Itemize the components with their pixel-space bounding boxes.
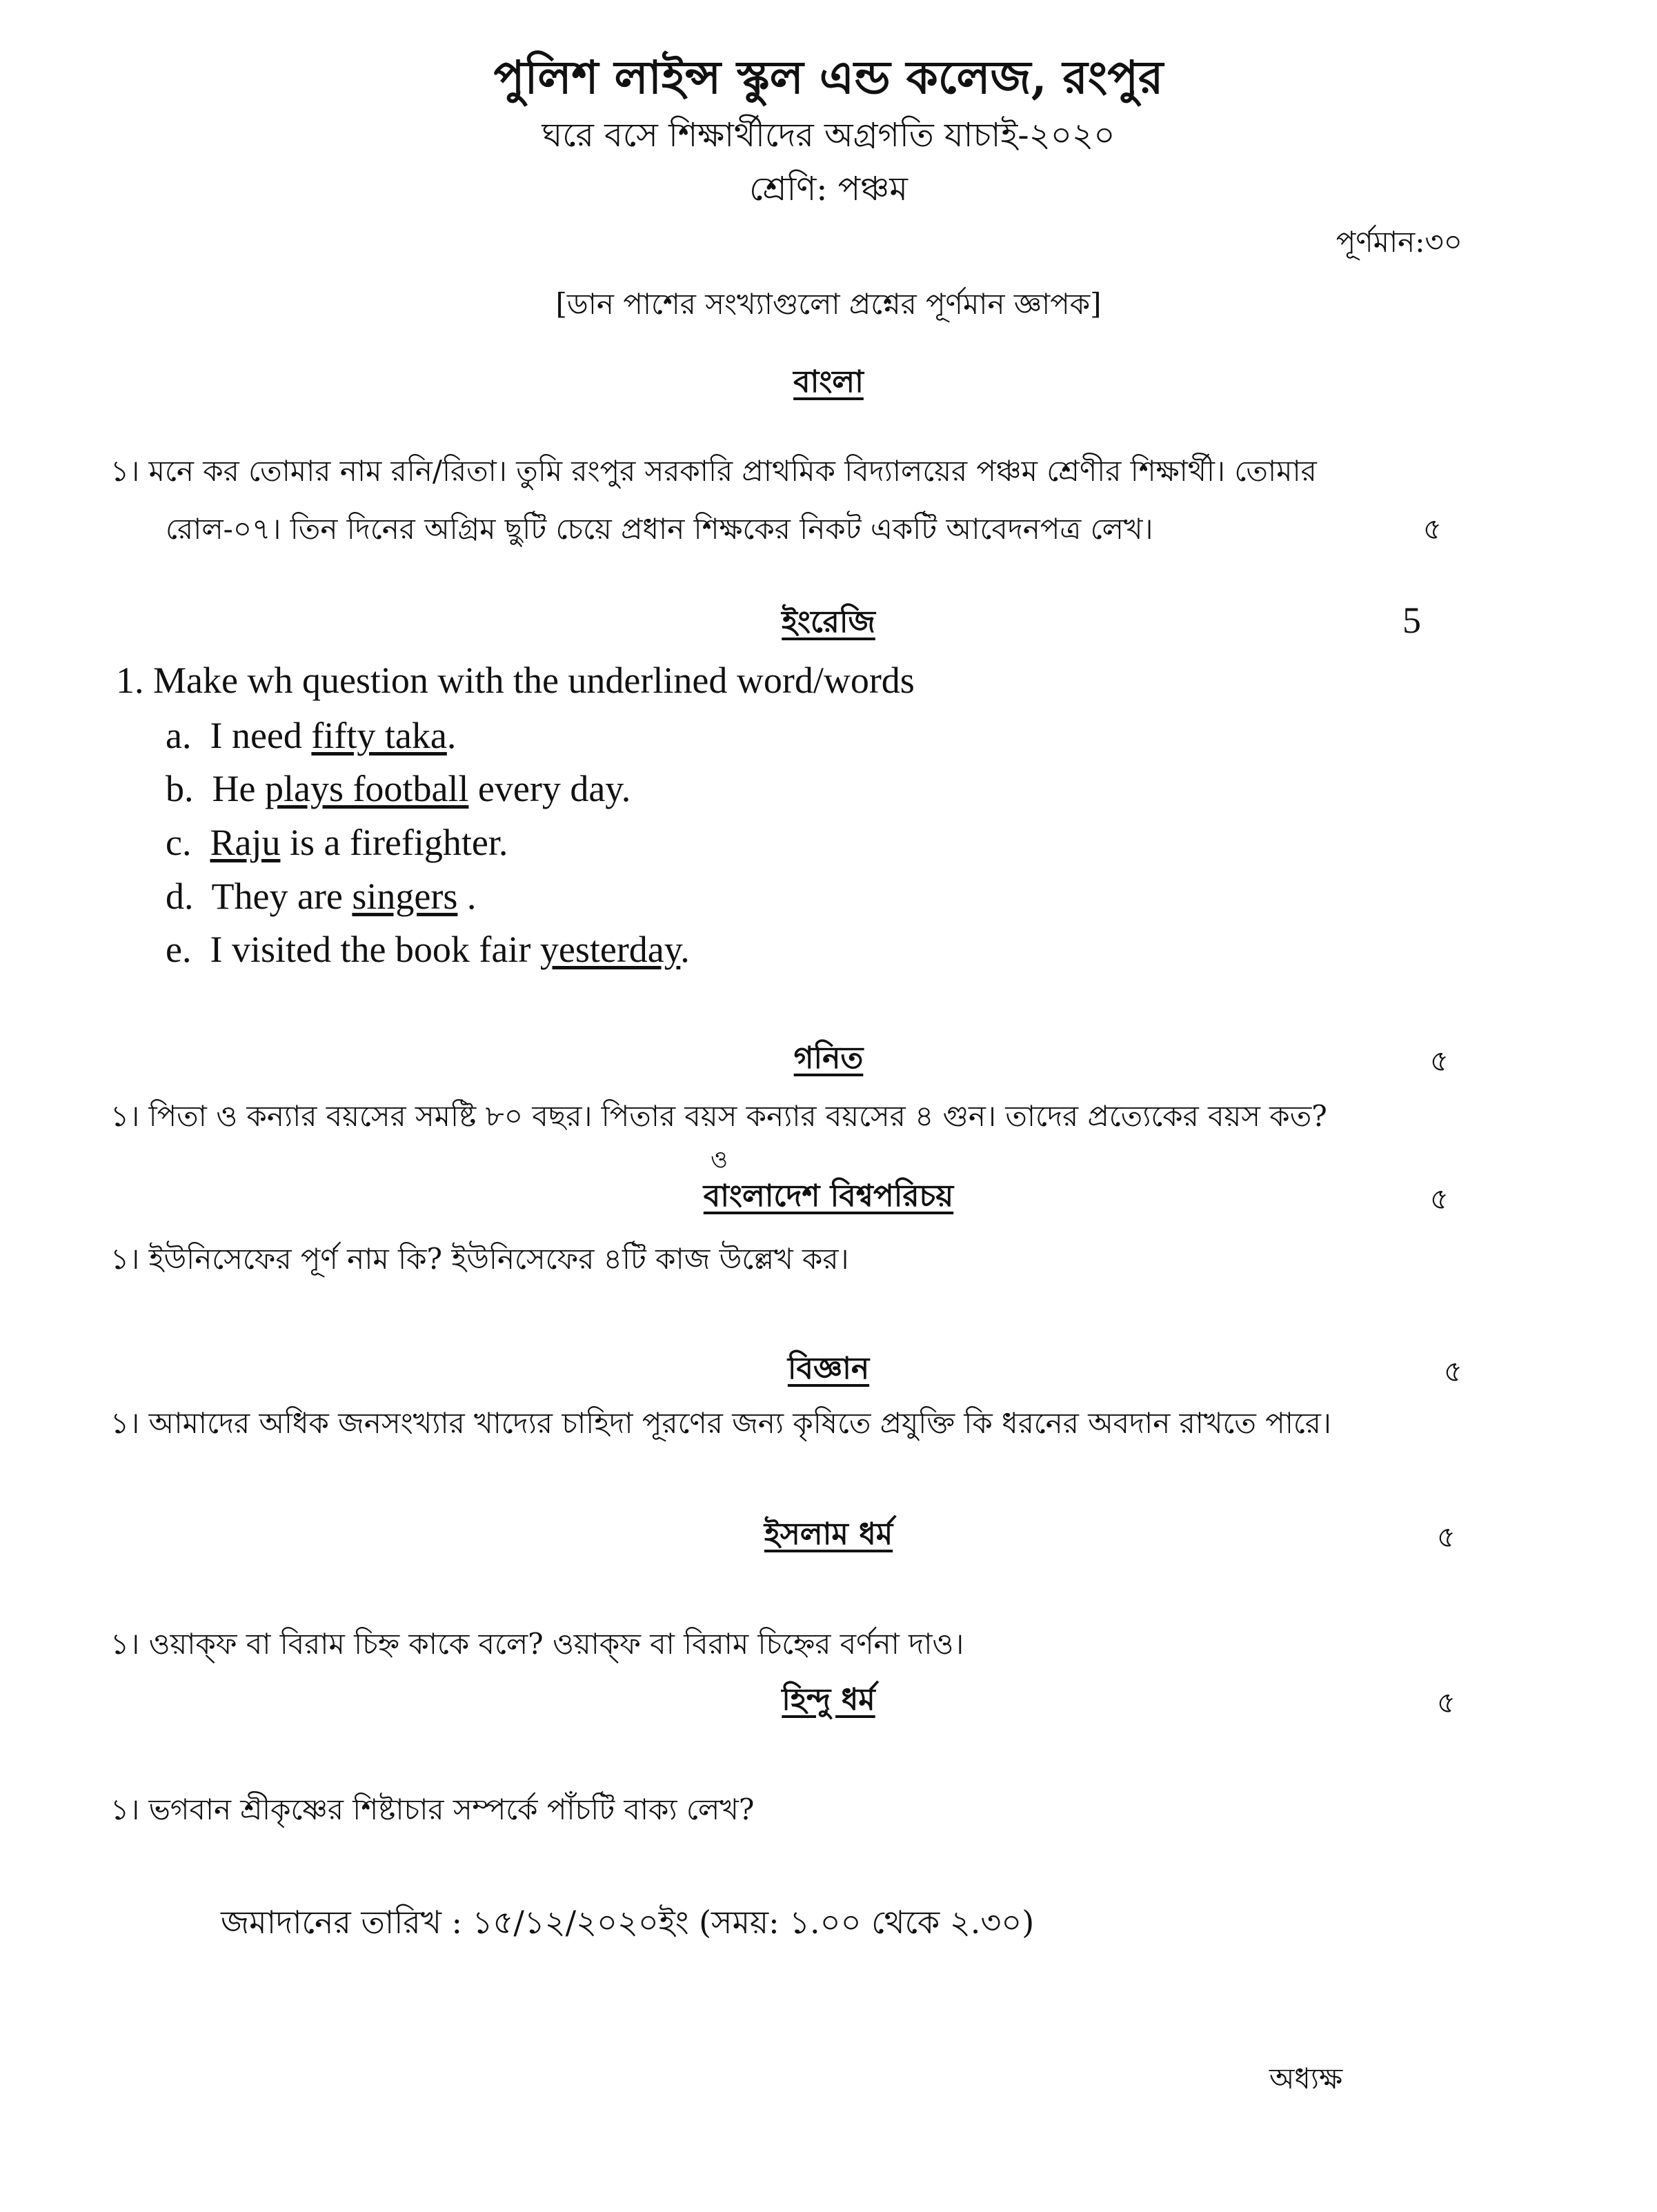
item-label: c. [166, 822, 192, 863]
marks-note: [ডান পাশের সংখ্যাগুলো প্রশ্নের পূর্ণমান জ্ঞাপক] [555, 287, 1102, 321]
list-item [166, 821, 508, 864]
underlined-words: Raju [210, 822, 281, 863]
list-item [166, 928, 690, 971]
item-text-before: They are [211, 876, 353, 917]
section-heading-math: গনিত [793, 1040, 864, 1076]
math-question: ১। পিতা ও কন্যার বয়সের সমষ্টি ৮০ বছর। পিতার বয়স কন্যার বয়সের ৪ গুন। তাদের প্রত্যেকের বয়স কত? [110, 1099, 1327, 1133]
principal-signature: অধ্যক্ষ [1269, 2062, 1343, 2095]
section-heading-english: ইংরেজি [782, 604, 875, 640]
bgs-marks: ৫ [1429, 1182, 1449, 1216]
exam-subtitle: ঘরে বসে শিক্ষার্থীদের অগ্রগতি যাচাই-২০২০ [542, 116, 1115, 155]
item-text-after: . [457, 876, 477, 917]
item-text-after: is a firefighter. [280, 822, 508, 863]
list-item [166, 767, 631, 810]
underlined-words: singers [352, 876, 458, 917]
english-question: 1. Make wh question with the underlined word/words [116, 660, 915, 701]
inserted-letter: ও [711, 1146, 728, 1174]
english-marks: 5 [1402, 600, 1421, 641]
class-label: শ্রেণি: পঞ্চম [749, 170, 908, 208]
item-text-before: He [212, 768, 265, 809]
full-marks: পূর্ণমান:৩০ [1336, 225, 1462, 259]
item-text-after: . [680, 929, 690, 970]
bangla-question-line2: রোল-০৭। তিন দিনের অগ্রিম ছুটি চেয়ে প্রধান শিক্ষকের নিকট একটি আবেদনপত্র লেখ। [166, 512, 1153, 546]
science-question: ১। আমাদের অধিক জনসংখ্যার খাদ্যের চাহিদা পূরণের জন্য কৃষিতে প্রযুক্তি কি ধরনের অবদান রাখতে পারে। [110, 1406, 1331, 1440]
underlined-words: fifty taka [311, 715, 447, 756]
item-label: a. [166, 715, 192, 756]
section-heading-hindu: হিন্দু ধর্ম [782, 1682, 875, 1717]
item-text-before: I visited the book fair [210, 929, 540, 970]
bangla-question-line1: ১। মনে কর তোমার নাম রনি/রিতা। তুমি রংপুর সরকারি প্রাথমিক বিদ্যালয়ের পঞ্চম শ্রেণীর শিক্ষার্থী। তোমার [110, 454, 1317, 488]
item-label: d. [166, 876, 194, 917]
underlined-words: yesterday [539, 929, 681, 970]
science-marks: ৫ [1443, 1354, 1462, 1388]
bangla-marks: ৫ [1422, 512, 1442, 546]
item-label: e. [166, 929, 192, 970]
section-heading-bangla: বাংলা [793, 364, 864, 399]
underlined-words: plays football [264, 768, 469, 809]
item-text-after: every day. [468, 768, 631, 809]
hindu-question: ১। ভগবান শ্রীকৃষ্ণের শিষ্টাচার সম্পর্কে পাঁচটি বাক্য লেখ? [110, 1793, 755, 1826]
math-marks: ৫ [1429, 1044, 1449, 1078]
item-label: b. [166, 768, 194, 809]
item-text-after: . [446, 715, 457, 756]
list-item [166, 875, 476, 918]
submission-date: জমাদানের তারিখ : ১৫/১২/২০২০ইং (সময়: ১.০০ থেকে ২.৩০) [221, 1904, 1035, 1941]
islam-marks: ৫ [1436, 1520, 1456, 1554]
section-heading-islam: ইসলাম ধর্ম [764, 1517, 893, 1552]
section-heading-bgs: বাংলাদেশ বিশ্বপরিচয় [703, 1178, 954, 1214]
section-heading-science: বিজ্ঞান [787, 1351, 870, 1386]
islam-question: ১। ওয়াক্‌ফ বা বিরাম চিহ্ন কাকে বলে? ওয়াক্‌ফ বা বিরাম চিহ্নের বর্ণনা দাও। [110, 1627, 964, 1661]
school-title: পুলিশ লাইন্স স্কুল এন্ড কলেজ, রংপুর [493, 50, 1164, 104]
bgs-question: ১। ইউনিসেফের পূর্ণ নাম কি? ইউনিসেফের ৪টি কাজ উল্লেখ কর। [110, 1242, 849, 1276]
list-item [166, 714, 456, 757]
hindu-marks: ৫ [1436, 1686, 1456, 1719]
item-text-before: I need [210, 715, 312, 756]
